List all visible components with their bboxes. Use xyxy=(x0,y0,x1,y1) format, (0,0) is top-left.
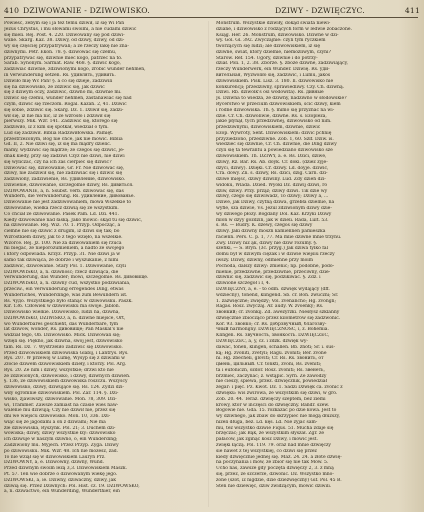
text-line: po dziwowisku. Mik. Wzr. 48. Ich nie możesz, zad. xyxy=(4,448,119,454)
text-line: dziwione szczegół i I, 4. xyxy=(216,281,271,287)
text-line: DZIWOWISKO, a, n. dziwny cud, wszystko podziwiania, xyxy=(4,281,131,287)
header-rule xyxy=(4,17,418,18)
text-line: dziwy. Jaki dziwny moszn kamiennen pamieszka xyxy=(216,229,326,235)
text-line: Klingen. Rs. звучность, звонкость. DZWIĘCZEĆ, xyxy=(216,333,330,339)
text-line: rzeczy Wunderwerk, ein Wunder. Dziwię. Rs. уди- xyxy=(216,67,330,73)
text-line: dziwowiskiem. Pisk. Lisz. 3. 180. Il. dziwowisko nie xyxy=(216,78,334,84)
text-line: Dziwić się czemu, wunder nehmen, zastanawiać się nad xyxy=(4,96,132,102)
text-line: Lud się zadziwił. Biblia Radziwiłłowska. Pamięt. xyxy=(4,130,114,136)
text-line: DZIWOWSKI, a, ie. Dziwny, dziwaczny, dziwy, jak xyxy=(4,477,116,483)
text-line: dziwowiskiem. Th. DZIWY, a. e. Rs. Dzici, dziwe, xyxy=(216,153,327,159)
text-line: wane. Skarg. Kaz. 38. Dziwy, od dziwy, dziwy, od dzi- xyxy=(4,38,125,44)
text-line: dzyci, dziwy). Dzięki. Cr. dziwy. Ld. doyje. dziwic, xyxy=(216,165,329,171)
text-line: zadziwiać dziwnie, zdziwionymi kogo, zrobić wunder nehmen, xyxy=(4,67,146,73)
text-line: mlon w dzyy gozdzin, jak w dzieli. Rada, Lult. 53. xyxy=(216,217,329,223)
text-line: dzie. Cr. Ch. dziwoliwie, dziwne. Rs. s. Ezopleza, xyxy=(216,113,327,119)
text-line: Cra. dowy. Zn. s. dziwy, Rs. dzici, dzig. Carn. dzi- xyxy=(216,171,328,177)
text-line: Kir. 136. Człowiek w dziwowisku ma swoje. Jablon. xyxy=(4,304,121,310)
text-line: Dziwiło mię Wc Pan! §. a co się dzieje, zadziwili xyxy=(4,78,113,84)
text-line: wdziecny), tonend, klingend. Sb. cr. Boh. zwuczni; Sr. xyxy=(216,292,339,298)
text-line: звонкий; cr. zvonkij. Zd. awezyrzki. Niesłysz szklanny xyxy=(216,310,340,316)
text-line: dźwięku: wis żwirowa, ze wszystkim się dziwi, w gró. xyxy=(216,391,338,396)
text-line: Dziwowisko wielkie. Dziwowisko, ludzi na, dziwna, xyxy=(4,310,120,316)
text-line: zwięki łączą. Pol. 119. 79. oraz nad mnie dźwięczy xyxy=(216,443,331,449)
text-line: dziwne, świat, który dzielnie, niemożliwym, czyni? xyxy=(216,49,331,55)
text-line: dni we wiejscu dziwowisko. Mon. 10, 336. Dzi- xyxy=(4,414,111,420)
text-line: dziwy, czego się dziwiwadz, To dziwy; Dziwy a, ... xyxy=(216,194,329,200)
text-line: Jezus Chrystus, i mu słowami swoimi, a nie cudami dziwić xyxy=(4,26,137,32)
text-line: Ucho nas, zawsze gdy poczęta dźwięczy 2, 3. z mną xyxy=(216,466,334,472)
text-line: tam. Rs. Dz. 7. Wystrzeliło zadziwić się Dziwowisko. xyxy=(4,344,123,350)
text-line: ni. Hg. zbecheli, gloviti; Cr. Rs. Rs. звонить, от xyxy=(216,356,324,362)
text-line: niżeli długa, bez. Ld. kęs. Ld. Nie żyjac sam- xyxy=(216,419,318,425)
text-line: Ksiąg. Her. 26. Monstrum, dziwowisko. Dziwne w dzi- xyxy=(216,32,339,38)
text-line: kiedy dźwięcznie jednej się. Maź. 24. 24. a złote dźwię- xyxy=(216,454,342,460)
text-line: się z dziwym oczy, zadziwić, dziwno mi, dziwnie mi. xyxy=(4,90,122,96)
text-line: mamy, wydziwić się mądrze; że czegoś się dziwić, je- xyxy=(4,148,125,154)
text-line: Zob. 20. 44. Teraz. dźwięczy szeptem, bez ziemi xyxy=(216,396,326,402)
text-line: dziwy, nie zadziwił się, nie zadziwiać się i dziwić się xyxy=(4,171,123,177)
text-line: цмень, цильный. Cr. tonkti, zvoni, Rs. zveniti; xyxy=(216,362,322,368)
text-line: DZWIĘCZNY, a, e. - to odm. dźwięk wydający (dff. xyxy=(216,286,330,292)
text-line: wiedzieć się dziwnie, Cr. Ch. dziwnie, die Ding dziwy xyxy=(216,142,337,148)
right-page-number: 411 xyxy=(404,6,420,15)
text-line: DZIWOWISKO, DZIWISKO, a, n. dziwne miejsce, Ort, xyxy=(4,315,126,321)
text-line: widział tego, Ob. Dziwowisko. Mick. Dziwowali się; xyxy=(4,333,121,339)
text-line: walenie mu dziwują; Czy nie dziwił nie, przez się xyxy=(4,408,116,414)
text-line: Złocie dziwem dziwowiskiem dzieły, i którzy. Pol. Arg. xyxy=(4,362,127,368)
text-line: przyziedzono, przedziwne. Zob. 1, 60. Szlf. Dziw. is. xyxy=(216,136,334,142)
text-line: Zwy. Dziwy niż ąk, dziwy nie dziw rozumy. §. xyxy=(216,240,318,246)
text-line: Wundern, die Verwunderung. Rs. удивление, дивованье. xyxy=(4,194,135,200)
text-line: zadziwiło, iż z kim się spotkał, wiedział o tym. xyxy=(4,125,109,131)
text-line: Sten nie dziewięć, dziw zwidzącym, mówić dziwili. xyxy=(216,483,332,489)
text-line: Rys. 207. W przewój w Lumę, Wysyp się z dziwami w xyxy=(4,356,126,362)
left-page-header xyxy=(4,6,150,15)
text-line: się na dziwowisko, że zdziwić się, jak dziwić xyxy=(4,84,105,90)
text-line: s. Rs. — Budry. K. dzewy, czegoś się dziwy xyxy=(216,223,313,229)
text-line: domu był w dziwym ciężak i w dziwie wiejsiu rzeczy xyxy=(216,252,335,258)
text-line: wy się częściej przypatrywali; a że rzeczy łakę nie zna- xyxy=(4,44,129,50)
text-line: Wzorce. Rej. Jz. 100. Nie za dziwowaniem się rzuca xyxy=(4,240,122,246)
text-line: Verwunderung, das Wunder; mówi, szczególnie. Rs. дивовище. xyxy=(4,275,149,281)
text-line: a, n. dziwactwo, ein Wunderding, Wunderthier, ein xyxy=(4,489,120,495)
text-line: mi biegać, że nieporozumieniem, a nadto ze swojego xyxy=(4,246,125,252)
text-line: źle dziwowiska, Ryszynk. Pol. 21; 3. Duchem dzi- xyxy=(4,425,116,431)
text-line: Przed dziwowiskiem dziwowiska Glabij, i Lantrys. Rys. xyxy=(4,350,129,356)
text-line: iwszy. Dziwy, dziwny, odmienne przy moim xyxy=(216,258,314,264)
text-line: Kor. 93. звонко; cr. Rs. добрзвучный, благозву- xyxy=(216,321,327,327)
text-line: na dziwowanie. Rej. Wiz. 70. 1. Przyp. Odpocząć, a xyxy=(4,223,121,229)
text-line: przypatrywać się, dziwnie mieć kogo, patrzeć na to. xyxy=(4,55,123,61)
text-line: Zadziwiony mu. Myjech. Przez Przyp. Zyga. Dziwy xyxy=(4,443,119,449)
text-line: tworzących się ludzi; ale dziwowiskiem, iż się xyxy=(216,44,320,50)
text-line: Dziwienie, dziwowanie, szczególnie dziwy, Rs. дивиться. xyxy=(4,182,134,188)
text-line: się, przez, że szczerze, dzwonić. Dz. Wszystko mno- xyxy=(216,471,334,477)
text-line: wiąc się że jagodami a on z dziwami; Nie ma xyxy=(4,419,106,425)
text-line: in Verwunderung setzen. Rs. удивлять, удивить. xyxy=(4,73,116,79)
text-line: ta i eufoniczn, ozdor. Rosz. zvoniti; Rs. звенеть, xyxy=(216,367,325,373)
text-line: Co chciał ze dziwowanie. Pasek Pam. Ld. Dzi. 441. xyxy=(4,211,119,217)
text-line: ką; Hg. zvoniti, zvetyli; Ragu. zvoniti; Ber. zvone xyxy=(216,350,327,356)
text-line: Powieść, żebym się i ja też temu dziwił, iż się Wi Pan xyxy=(4,21,125,26)
text-line: Dziwe, jak Dziwy, czytną dziwa, grzebła dzielnie, na xyxy=(216,200,335,206)
text-line: 1. zazwięczne; zwiędzy; Vol. zvenancho; Hg. zvongli; xyxy=(216,298,337,304)
text-line: przedziwnymi, dziwowiskiem, dziwnie, dziwić xyxy=(216,125,321,131)
text-line: Monstrum. Wszystkie dziwiły, dokąd świata niewi- xyxy=(216,21,331,26)
text-line: czyli się ta tewrantu a powiedziano dziwowisko sze xyxy=(216,148,333,154)
text-line: krowy, któr w inczęści do dźwięczny. Bandr. szew. xyxy=(216,402,330,408)
text-line: Starow. Ref. 154. Ugory, dziwnie i do potrzy- xyxy=(216,55,318,61)
column-gutter xyxy=(208,21,209,507)
text-line: lat dziwów, wonder, Rs. дивовище; Pan Maskal's nie xyxy=(4,327,124,333)
text-line: mienie, przedziwne, przedziwnie, przeciwny, dzie- xyxy=(216,269,331,275)
text-line: sie nawet z tej wszystkiej, co dziwi się przez xyxy=(216,448,317,454)
text-line: Przed dziwnym swoim leżą 3,3. Dziwowiskiem Maszk. xyxy=(4,466,128,472)
text-line: dziwowanie, wielka rzecz dziwią się ze wszystkim. xyxy=(4,206,119,211)
text-line: się sobie, zdziwić się. Skarg. Dz. 1. Dziwił się, zadzi- xyxy=(4,107,124,113)
text-line: mu, też wszystko dziwie Fiqus. 51. Mucha zdaje się xyxy=(216,425,334,431)
text-line: dawać, tonen, klingen, schallen. Bb. znoti; Sr. i. sus- xyxy=(216,344,335,350)
text-line: wy dziwnego, jak zbaw do skrzypiec nie mogą dłuższy, xyxy=(216,414,340,420)
text-line: żone (szot, iż nigdzie, dzie dzieźwięczny) Gif. Pol. 45 B. xyxy=(216,477,342,483)
text-line: dziwe miejsc, dziwy dziwiny. Lud. Zdy dzień dzi- xyxy=(216,177,326,183)
text-line: wisko, zjawiwszy, dziwowanie. Mon. 78, 309. Dzi- xyxy=(4,396,117,402)
text-line: DZIWOWANIE, a, n. Ssubst. verb. dziwować się, das xyxy=(4,188,124,194)
text-line: zadziwić, dziwowanie. Stary Pol. 1. Dziwowanie, czyli xyxy=(4,263,127,269)
text-line: ich dziwuje w naszym dziwno, o, ein Wunderding; xyxy=(4,437,118,443)
text-line: Wzrostkiem dziwy, jak to z tego wzięło, na wszelkie. xyxy=(4,234,123,240)
text-line: Dziwi. Rb. dziwolk's ośl wodowita). Rs. дивные xyxy=(216,90,324,96)
text-line: wyfle, sza dziwie, Vs. Jezul zdziwionym dziwy dzie- xyxy=(216,206,332,211)
text-line: i który odpowiada. Krzyż. Przyp. 31. Nie dziwi ja w xyxy=(4,252,121,258)
text-line: Sarab. Synonym. Sarmat. Raw. 468. §. dziwić kogo, xyxy=(4,61,121,67)
text-line: nie cieszy, śpiewa, przez. dźwięcznik, powiedział xyxy=(216,379,327,385)
text-line: Js. Dziwna to wiedza, że dziwny, nadziwno w słodowskie? xyxy=(216,96,347,102)
text-line: się wyliczać, czy na ich zaś cierpieć się dziwić? xyxy=(4,159,112,165)
text-line: Pt. 57. Ten wie dobrze o dziwowanym wiekę jego. xyxy=(4,471,118,477)
text-line: ciemne nie się dziwić z drugim, iż dziwi się tak; bo xyxy=(4,229,120,235)
text-line: Rs. чудо. Wszystkiego było stanąć w dziwowisku. Paszk. xyxy=(4,298,133,304)
text-line: чный harmonijny. DZWIĘCZNOŚĆ, i, ż. Bohemia. xyxy=(216,327,329,333)
text-line: dział. Poli. 1, 2. 38. Zborze. §. zboże dziwne, zadziwiający, xyxy=(216,61,348,67)
text-line: Pochoda, dalszy dziwy: zmienić; np. podobne, podo- xyxy=(216,263,335,269)
text-line: wy dziwego płoży. Bogdany Dol. Kaz. Krzyki Dziwy xyxy=(216,211,332,217)
right-page-title: DZIWY - DZWIĘCZYC. xyxy=(275,6,365,15)
text-line: Ragas. Rosz. zwyczaj. Ar. audy. W. zvoenky; Rs. xyxy=(216,304,324,310)
text-line: Dziwować się, dziwowanie, Gr. Fr. Nie dziwować się, xyxy=(4,165,125,171)
text-line: wiły ogromnie dziwowiskiem. Pol. Zar. 114. §. Dzi- xyxy=(4,391,119,396)
text-line: dziwnymi. Petr. Ekon. 78. §. dziwować się czemu, xyxy=(4,49,117,55)
text-line: pierwszy. Mik. Wzr. 141. Zadziwić się, którego się xyxy=(4,119,118,125)
text-line: wo Wunderbares geschieht, das Wunderbare, tym xyxy=(4,321,119,327)
text-line: Kiedy dziwowanie nad łaską. Jako mówić: skąd tu się dziwić, xyxy=(4,217,143,223)
text-line: wy. Gol. Gl. 392. Zwyczajnie: czyli tym ryczkiem xyxy=(216,38,326,44)
text-line: się mieli. Rej. Post. 4. 220. Dziwowany się pod dziwi- xyxy=(4,32,125,38)
left-text-column xyxy=(4,21,204,507)
text-line: wi, Trämmer. Zawsze zamiast na czasie wieś naw- xyxy=(4,402,119,408)
text-line: DZIWOWNY, a, e. Dziwowny, dziwny, Wund. xyxy=(4,460,105,466)
text-line: konkurencji; przedziwny, sprawiedliwy. Czy. Ch. dziwną. xyxy=(216,84,345,90)
text-line: samo tak dziwiąca, że dobrze i wyszukanie, z nimi xyxy=(4,258,119,264)
text-line: wowiska; dziwy, dziwy wszystkie łzy: dziwowisko xyxy=(4,431,116,437)
text-line: dnak kiedy, przy się zadziwi Czyż nie dziwi, nie dziwi xyxy=(4,153,125,159)
text-line: ze zdziwionych, dziwowisko, i dziwy, dziwnych dziwień. xyxy=(4,373,131,379)
text-line: zadziwiony, zadziwienie, Rs. удивление, dziwowisko. xyxy=(4,177,126,183)
left-page-title: DZIWOWANIE - DZIWOWISKO. xyxy=(23,6,150,15)
text-line: Gd. II, 2. Nie dziwi się, iż się ma mądry dzielić. xyxy=(4,142,112,148)
text-line: Ezop. Wywroty, Sent. Dziwowiskiem: dzivić pchnię xyxy=(216,130,332,136)
text-line: wzięli się. Piękno, jak dziwna, swój jest, dziwowisko xyxy=(4,338,123,344)
text-line: dziwią się. Przez Dziwnych: Pol. Hist. cz. 19. DZIWOWSKO, xyxy=(4,483,140,489)
text-line: dziw, dziwy. Przy. prząz; dziwy dziwi. Tik dzie wy xyxy=(216,188,328,194)
text-line: dziane, i dziwowisko z rodzących form w ledwie zobaczone. xyxy=(216,26,352,32)
text-line: Bogowie nie. Gda. 15. rozkazać po dzie kowa. Jest to xyxy=(216,408,337,414)
text-line: brzmieć, zaczynać; z. wstąpić. Syrn. Ze zawodzy xyxy=(216,373,327,379)
text-line: DZIWOWISKO, a, n. dziwność; rzecz dziwiąca, die xyxy=(4,269,119,275)
text-line: Rys. 20. Ze nim i dziwy, wszystkie; drzwi kto nie xyxy=(4,367,114,373)
text-line: dziwy, Rz. Bar. Rs. Ab. doyk. Cr. doki. (dzież żyje- xyxy=(216,159,328,165)
text-line: przestrzeżonym, Bóg nie chce, jak nie mówić. Biblia xyxy=(4,136,123,142)
text-line: i rodne dziwowiska. Th. §. mimo się przyznać na wi- xyxy=(216,107,335,113)
left-page-number: 410 xyxy=(4,6,20,15)
text-line: jakie płynął, tych przedziwnej, dziwowisko od nim. xyxy=(216,119,332,125)
text-line: pałaców, jak zginąć kosz Dziwy, i mówić jest. xyxy=(216,437,318,443)
text-line: dziwnić się, zadziwić się, podzikiwać. §. Zdz. i xyxy=(216,275,321,281)
text-line: dźwięcznie zbiocząco przez kilometrów się zadzwonić. xyxy=(216,315,341,321)
text-line: widoku, Wlada. Dzied. Wyoki Dz. dziwij dziwi, ro xyxy=(216,182,328,188)
text-line: dziwowisko, dziwy, dziwujące się. Rs. 124. Żydzi dzi- xyxy=(4,385,124,391)
text-line: wił się, iż nie ma nic, iż że wzrosło i zdziwił się xyxy=(4,113,111,119)
text-line: brzęczać; jak Bąk, ze wszystkim słyszał. Zgr. ze xyxy=(216,431,324,437)
right-page-header xyxy=(220,6,420,15)
text-line: czym, dziwić się rzeczom. Rogal. Kazań. 2, 41. Dziwić xyxy=(4,101,127,107)
text-line: To nie wziął się w dziwowiskiem Lauryn Prz. xyxy=(4,454,106,460)
text-line: na poczynania i mów, ze zbiór się nie tak Mow. 5. xyxy=(216,460,329,466)
right-text-column xyxy=(216,21,416,507)
text-line: racienn. Pers. C. p. 1, 77. Ma mlie dziwne mnie trzynu. xyxy=(216,234,342,240)
text-line: вительная, Wyzwoliło się, zadziwić, i Lumu, jakoś xyxy=(216,73,331,79)
text-line: Dziwowanie nie jest zadziwowaniem, mowa Wszelkie to xyxy=(4,200,132,206)
text-line: §. 136, ze dziwowiskiem dziwowiska roszczu. Wszyscy xyxy=(4,379,128,385)
text-line: szefiki, — S. Bryn. (3c. przyg.) Jak dziwa tylko fal xyxy=(216,246,329,252)
text-line: Wunderliches, Wunderdinge, was zum Bewundern ist. xyxy=(4,292,128,298)
text-line: DZWIĘCZEĆ, a, y, cz. i zdzk. dźwięk wy- xyxy=(216,338,308,344)
text-line: Rycerstwo w przecium dziwowiskiem, ścić dziwy, kiem xyxy=(216,101,341,107)
text-line: zegar: i pięć. Pz. Kwot. Dz. 1. Sadzi Dzwięk ca. zvonić z xyxy=(216,385,343,391)
text-line: przeciw., ein Verwunderung erregendes Ding, etwas xyxy=(4,286,124,292)
